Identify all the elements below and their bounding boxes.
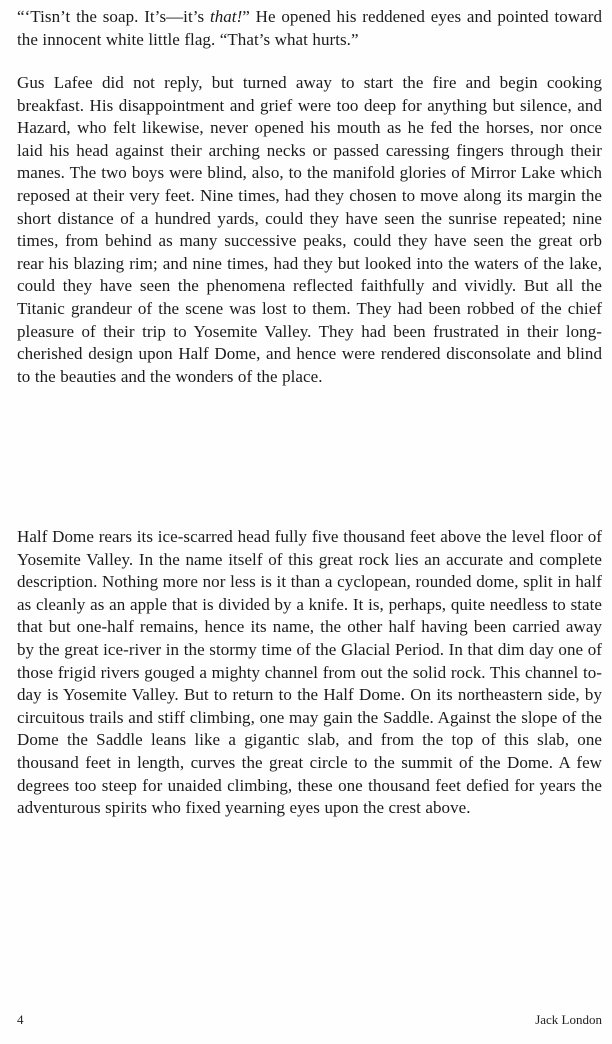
- paragraph-mirror-lake: [17, 72, 602, 388]
- paragraph-dialogue: [17, 6, 602, 51]
- running-author: Jack London: [535, 1012, 602, 1027]
- paragraph-text: ” He opened his reddened eyes and pointed toward the innocent white little flag. “That’s what hurts.”: [17, 7, 602, 49]
- emphasis-text: that!: [209, 7, 243, 26]
- paragraph-text: Half Dome rears its ice-scarred head fully five thousand feet above the level floor of Yosemite Valley. In the name itself of this great rock lies an accurate and complete description. Nothing more nor less is it than a cyclopean, rounded dome, split in half as cleanly as an apple that is divided by a knife. It is, perhaps, quite needless to state that but one-half remains, hence its name, the other half having been carried away by the great ice-river in the stormy time of the Glacial Period. In that dim day one of those frigid rivers gouged a mighty channel from out the solid rock. This channel to-day is Yosemite Valley. But to return to the Half Dome. On its northeastern side, by circuitous trails and stiff climbing, one may gain the Saddle. Against the slope of the Dome the Saddle leans like a gigantic slab, and from the top of this slab, one thousand feet in length, curves the great circle to the summit of the Dome. A few degrees too steep for unaided climbing, these one thousand feet defied for years the adventurous spirits who fixed yearning eyes upon the crest above.: [17, 527, 602, 818]
- paragraph-text: Gus Lafee did not reply, but turned away to start the fire and begin cooking breakfast. His disappointment and grief were too deep for anything but silence, and Hazard, who felt likewise, never opened his mouth as he fed the horses, nor once laid his head against their arching necks or passed caressing fingers through their manes. The two boys were blind, also, to the manifold glories of Mirror Lake which reposed at their very feet. Nine times, had they chosen to move along its margin the short distance of a hundred yards, could they have seen the sunrise repeated; nine times, from behind as many successive peaks, could they have seen the great orb rear his blazing rim; and nine times, had they but looked into the waters of the lake, could they have seen the phenomena reflected faithfully and vividly. But all the Titanic grandeur of the scene was lost to them. They had been robbed of the chief pleasure of their trip to Yosemite Valley. They had been frustrated in their long-cherished design upon Half Dome, and hence were rendered disconsolate and blind to the beauties and the wonders of the place.: [17, 73, 602, 386]
- paragraph-text: “‘Tisn’t the soap. It’s—it’s: [17, 7, 210, 26]
- page-number: 4: [17, 1012, 24, 1027]
- paragraph-half-dome: [17, 526, 602, 820]
- page-footer: [17, 1012, 602, 1028]
